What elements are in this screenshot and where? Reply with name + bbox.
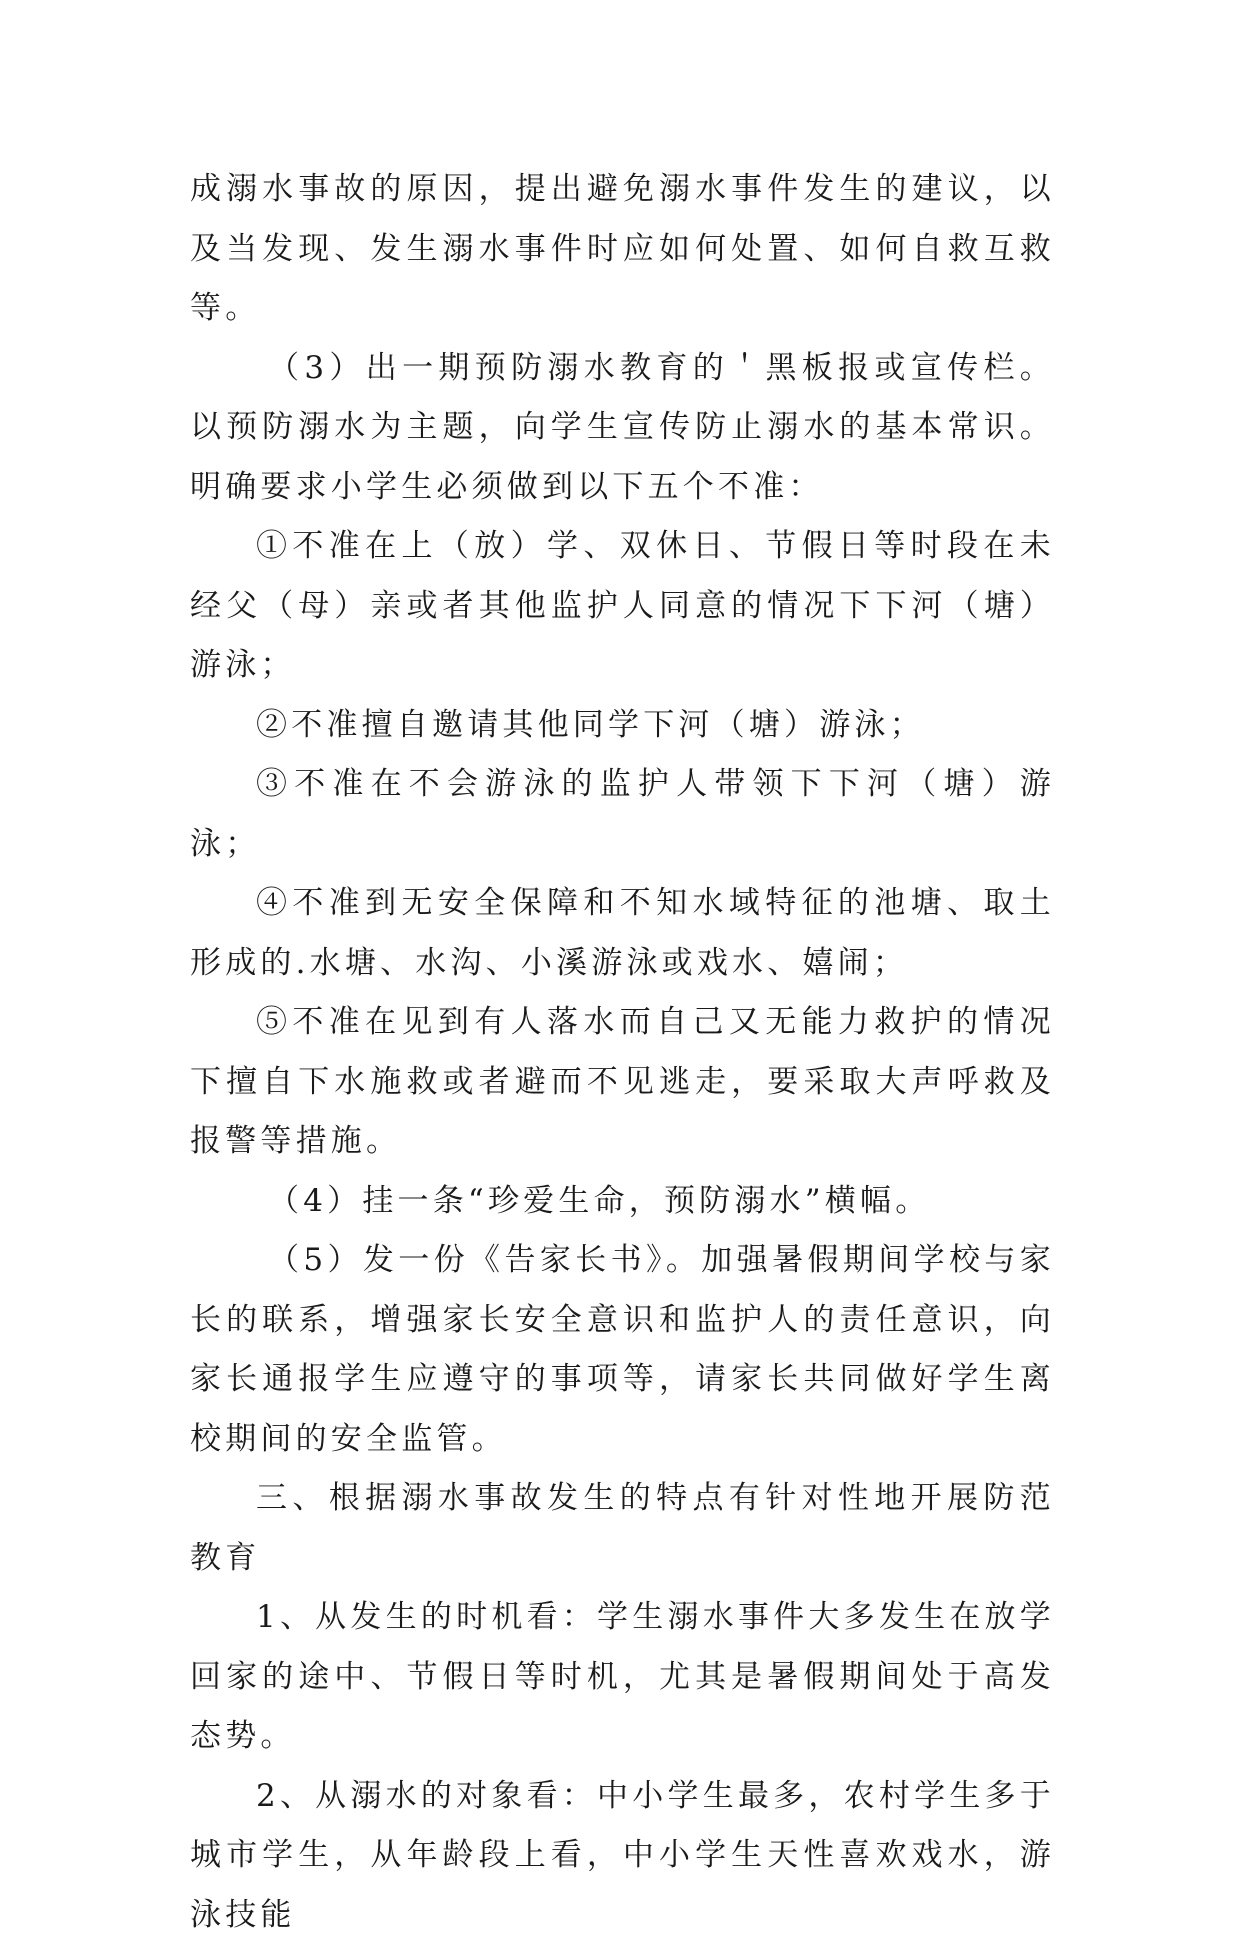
paragraph-continuation: 成溺水事故的原因，提出避免溺水事件发生的建议，以及当发现、发生溺水事件时应如何处置、如何自救互救等。 <box>190 160 1055 339</box>
document-body <box>190 160 1055 1945</box>
paragraph-rule-5: ⑤不准在见到有人落水而自己又无能力救护的情况下擅自下水施救或者避而不见逃走，要采取大声呼救及报警等措施。 <box>190 993 1055 1172</box>
paragraph-item-5: （5）发一份《告家长书》。加强暑假期间学校与家长的联系，增强家长安全意识和监护人的责任意识，向家长通报学生应遵守的事项等，请家长共同做好学生离校期间的安全监管。 <box>190 1231 1055 1469</box>
paragraph-item-4: （4）挂一条“珍爱生命，预防溺水”横幅。 <box>190 1172 1055 1232</box>
paragraph-rule-1: ①不准在上（放）学、双休日、节假日等时段在未经父（母）亲或者其他监护人同意的情况下下河（塘）游泳； <box>190 517 1055 696</box>
paragraph-rule-3: ③不准在不会游泳的监护人带领下下河（塘）游泳； <box>190 755 1055 874</box>
paragraph-point-1: 1、从发生的时机看：学生溺水事件大多发生在放学回家的途中、节假日等时机，尤其是暑假期间处于高发态势。 <box>190 1588 1055 1767</box>
paragraph-rule-4: ④不准到无安全保障和不知水域特征的池塘、取土形成的.水塘、水沟、小溪游泳或戏水、嬉闹； <box>190 874 1055 993</box>
paragraph-rule-2: ②不准擅自邀请其他同学下河（塘）游泳； <box>190 696 1055 756</box>
section-heading-3: 三、根据溺水事故发生的特点有针对性地开展防范教育 <box>190 1469 1055 1588</box>
paragraph-point-2: 2、从溺水的对象看：中小学生最多，农村学生多于城市学生，从年龄段上看，中小学生天性喜欢戏水，游泳技能 <box>190 1767 1055 1945</box>
paragraph-item-3: （3）出一期预防溺水教育的＇黑板报或宣传栏。以预防溺水为主题，向学生宣传防止溺水的基本常识。明确要求小学生必须做到以下五个不准： <box>190 339 1055 518</box>
